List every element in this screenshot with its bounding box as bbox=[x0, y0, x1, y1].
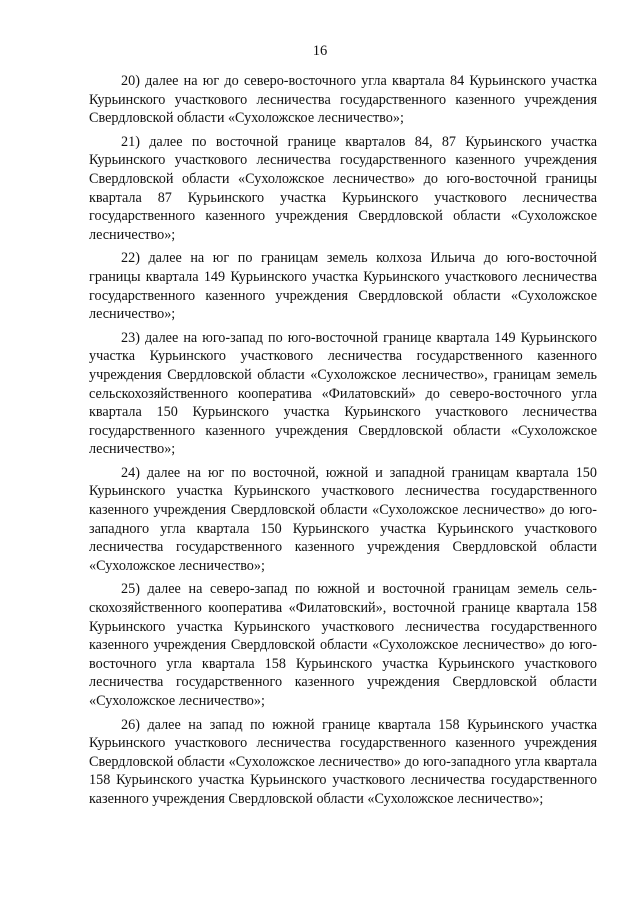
paragraph-23: 23) далее на юго-запад по юго-восточной границе квартала 149 Курьинского участка Курьинского участкового лесничества государственного казенного учреждения Свердловской области «Сухоложское лесничество», границам земель сельскохозяйственного кооператива «Филатовский» до северо-восточного угла квартала 150 Курьинского участка Курьинского участкового лесничества государственного казенного учреждения Свердловской области «Сухоложское лесничество»; bbox=[89, 329, 597, 458]
page-number: 16 bbox=[312, 43, 328, 59]
paragraph-24: 24) далее на юг по восточной, южной и западной границам квартала 150 Курьинского участка Курьинского участкового лесничества государственного казенного учреждения Свердловской области «Сухоложское лесничество» до юго-западного угла квартала 150 Курьинского участка Курьинского участкового лесничества государственного казенного учреждения Свердловской области «Сухоложское лесничество»; bbox=[89, 464, 597, 574]
paragraph-26: 26) далее на запад по южной границе квартала 158 Курьинского участка Курьинского участкового лесничества государственного казенного учреждения Свердловской области «Сухоложское лесничество» до юго-западного угла квартала 158 Курьинского участка Курьинского участкового лесничества государственного казенного учреждения Свердловской области «Сухоложское лесничество»; bbox=[89, 716, 597, 807]
paragraph-21: 21) далее по восточной границе кварталов 84, 87 Курьинского участка Курьинского участкового лесничества государственного казенного учреждения Свердловской области «Сухоложское лесничество» до юго-восточной границы квартала 87 Курьинского участка Курьинского участкового лесничества государственного казенного учреждения Свердловской области «Сухоложское лесничество»; bbox=[89, 133, 597, 243]
paragraph-20: 20) далее на юг до северо-восточного угла квартала 84 Курьинского участка Курьинского участкового лесничества государственного казенного учреждения Свердловской области «Сухоложское лесничество»; bbox=[89, 73, 597, 127]
paragraph-22: 22) далее на юг по границам земель колхоза Ильича до юго-восточной границы квартала 149 Курьинского участка Курьинского участкового лесничества государственного казенного учреждения Свердловской области «Сухоложское лесничество»; bbox=[89, 250, 597, 323]
paragraph-25: 25) далее на северо-запад по южной и восточной границам земель сельскохозяйственного кооператива «Филатовский», восточной границе квартала 158 Курьинского участка Курьинского участкового лесничества государственного казенного учреждения Свердловской области «Сухоложское лесничество» до юго-восточного угла квартала 158 Курьинского участка Курьинского участкового лесничества государственного казенного учреждения Свердловской области «Сухоложское лесничество»; bbox=[89, 581, 597, 709]
document-body bbox=[89, 72, 597, 814]
